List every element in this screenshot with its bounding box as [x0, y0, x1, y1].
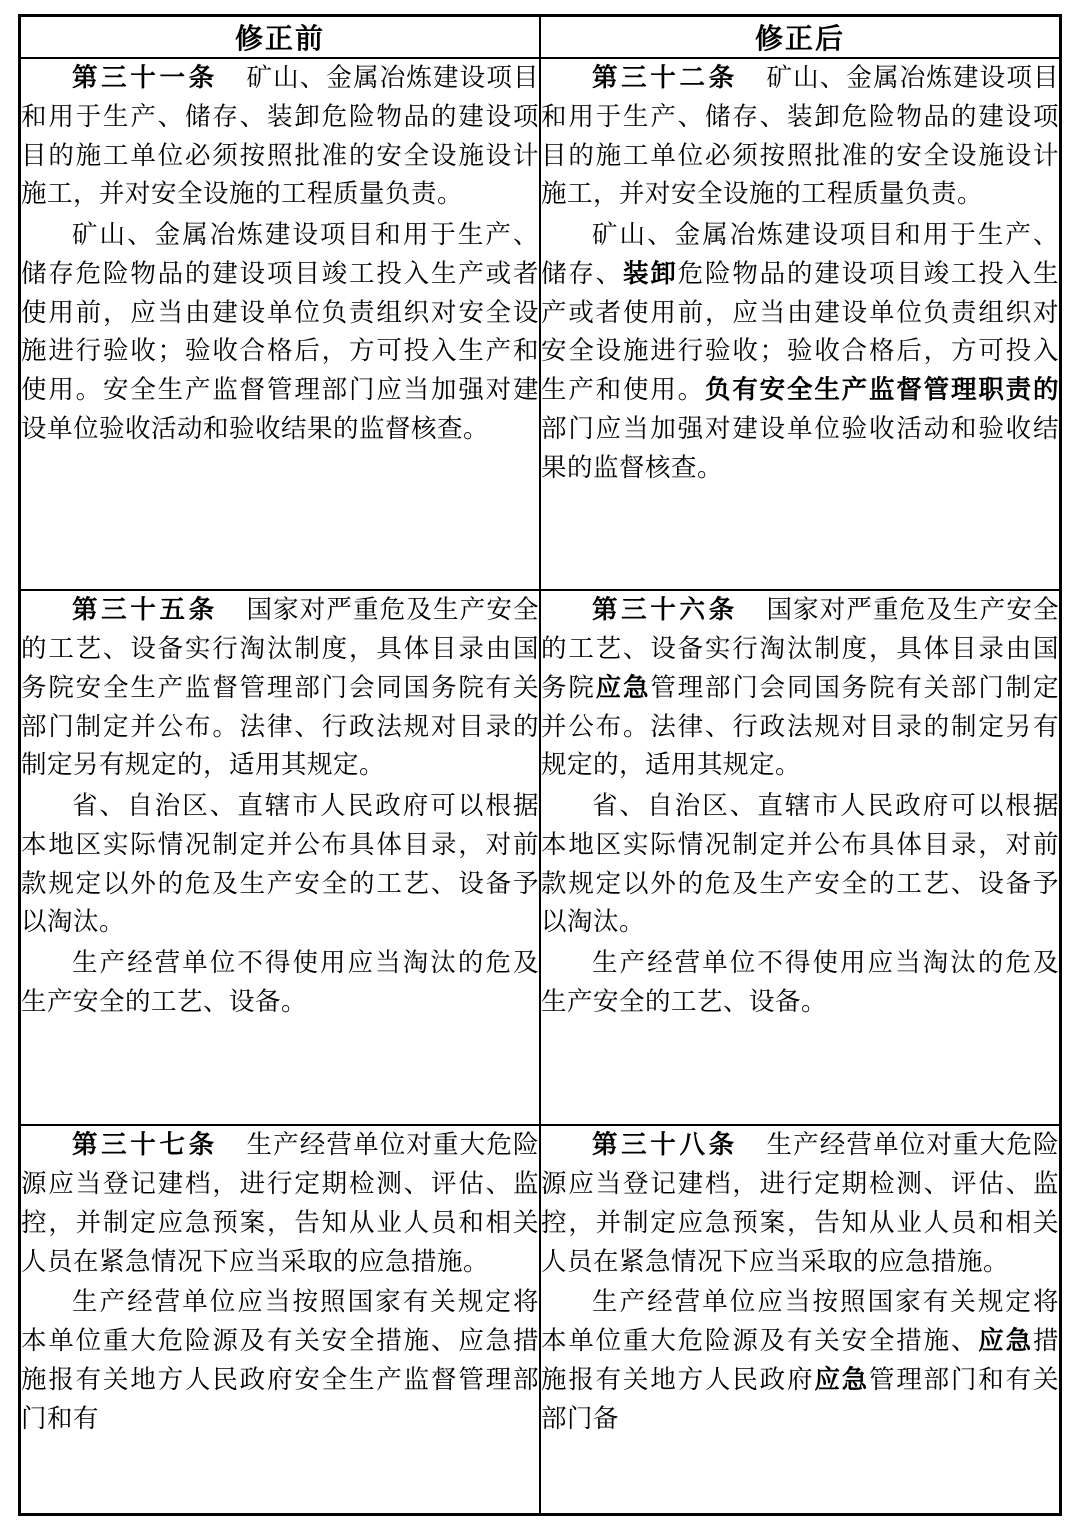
- table-row: [20, 58, 1061, 590]
- article-number: 第三十八条: [592, 1130, 738, 1161]
- paragraph: [541, 1126, 1059, 1281]
- comparison-table: [18, 14, 1062, 1516]
- cell-after-3: [540, 1125, 1061, 1514]
- paragraph-text: 矿山、金属冶炼建设项目和用于生产、储存、装卸危险物品的建设项目的施工单位必须按照批准的安全设施设计施工，并对安全设施的工程质量负责。: [21, 63, 539, 210]
- paragraph: [21, 1126, 539, 1281]
- cell-before-3: [20, 1125, 541, 1514]
- article-number: 第三十一条: [72, 63, 218, 93]
- article-number: 第三十七条: [72, 1130, 218, 1161]
- column-header-before: 修正前: [20, 16, 541, 59]
- paragraph: [541, 59, 1059, 214]
- paragraph-amended: 矿山、金属冶炼建设项目和用于生产、储存、装卸危险物品的建设项目竣工投入生产或者使用前，应当由建设单位负责组织对安全设施进行验收；验收合格后，方可投入生产和使用。负有安全生产监督管理职责的部门应当加强对建设单位验收活动和验收结果的监督核查。: [541, 220, 1059, 483]
- article-number: 第三十二条: [592, 63, 738, 93]
- cell-before-1: [20, 58, 541, 590]
- paragraph: 省、自治区、直辖市人民政府可以根据本地区实际情况制定并公布具体目录，对前款规定以外的危及生产安全的工艺、设备予以淘汰。: [541, 791, 1059, 938]
- table-body: [20, 58, 1061, 1515]
- paragraph-text: 矿山、金属冶炼建设项目和用于生产、储存、装卸危险物品的建设项目的施工单位必须按照批准的安全设施设计施工，并对安全设施的工程质量负责。: [541, 63, 1059, 210]
- paragraph-text: 国家对严重危及生产安全的工艺、设备实行淘汰制度，具体目录由国务院安全生产监督管理部门会同国务院有关部门制定并公布。法律、行政法规对目录的制定另有规定的，适用其规定。: [21, 595, 539, 781]
- paragraph: 省、自治区、直辖市人民政府可以根据本地区实际情况制定并公布具体目录，对前款规定以外的危及生产安全的工艺、设备予以淘汰。: [21, 791, 539, 938]
- table-header-row: [20, 16, 1061, 59]
- paragraph-amended: [541, 591, 1059, 785]
- paragraph: 生产经营单位不得使用应当淘汰的危及生产安全的工艺、设备。: [21, 948, 539, 1017]
- table-row: [20, 1125, 1061, 1514]
- cell-before-2: [20, 590, 541, 1125]
- cell-after-1: [540, 58, 1061, 590]
- article-number: 第三十六条: [592, 595, 738, 626]
- paragraph: 矿山、金属冶炼建设项目和用于生产、储存危险物品的建设项目竣工投入生产或者使用前，应当由建设单位负责组织对安全设施进行验收；验收合格后，方可投入生产和使用。安全生产监督管理部门应当加强对建设单位验收活动和验收结果的监督核查。: [21, 220, 539, 444]
- paragraph: 生产经营单位不得使用应当淘汰的危及生产安全的工艺、设备。: [541, 948, 1059, 1017]
- paragraph-text: 生产经营单位对重大危险源应当登记建档，进行定期检测、评估、监控，并制定应急预案，告知从业人员和相关人员在紧急情况下应当采取的应急措施。: [21, 1130, 539, 1277]
- column-header-after: 修正后: [540, 16, 1061, 59]
- paragraph-text: 国家对严重危及生产安全的工艺、设备实行淘汰制度，具体目录由国务院应急管理部门会同国务院有关部门制定并公布。法律、行政法规对目录的制定另有规定的，适用其规定。: [541, 595, 1059, 781]
- article-number: 第三十五条: [72, 595, 218, 626]
- paragraph-text: 生产经营单位对重大危险源应当登记建档，进行定期检测、评估、监控，并制定应急预案，告知从业人员和相关人员在紧急情况下应当采取的应急措施。: [541, 1130, 1059, 1277]
- paragraph-amended: 生产经营单位应当按照国家有关规定将本单位重大危险源及有关安全措施、应急措施报有关地方人民政府应急管理部门和有关部门备: [541, 1287, 1059, 1434]
- paragraph: [21, 591, 539, 785]
- paragraph: 生产经营单位应当按照国家有关规定将本单位重大危险源及有关安全措施、应急措施报有关地方人民政府安全生产监督管理部门和有: [21, 1287, 539, 1434]
- table-row: [20, 590, 1061, 1125]
- cell-after-2: [540, 590, 1061, 1125]
- paragraph: [21, 59, 539, 214]
